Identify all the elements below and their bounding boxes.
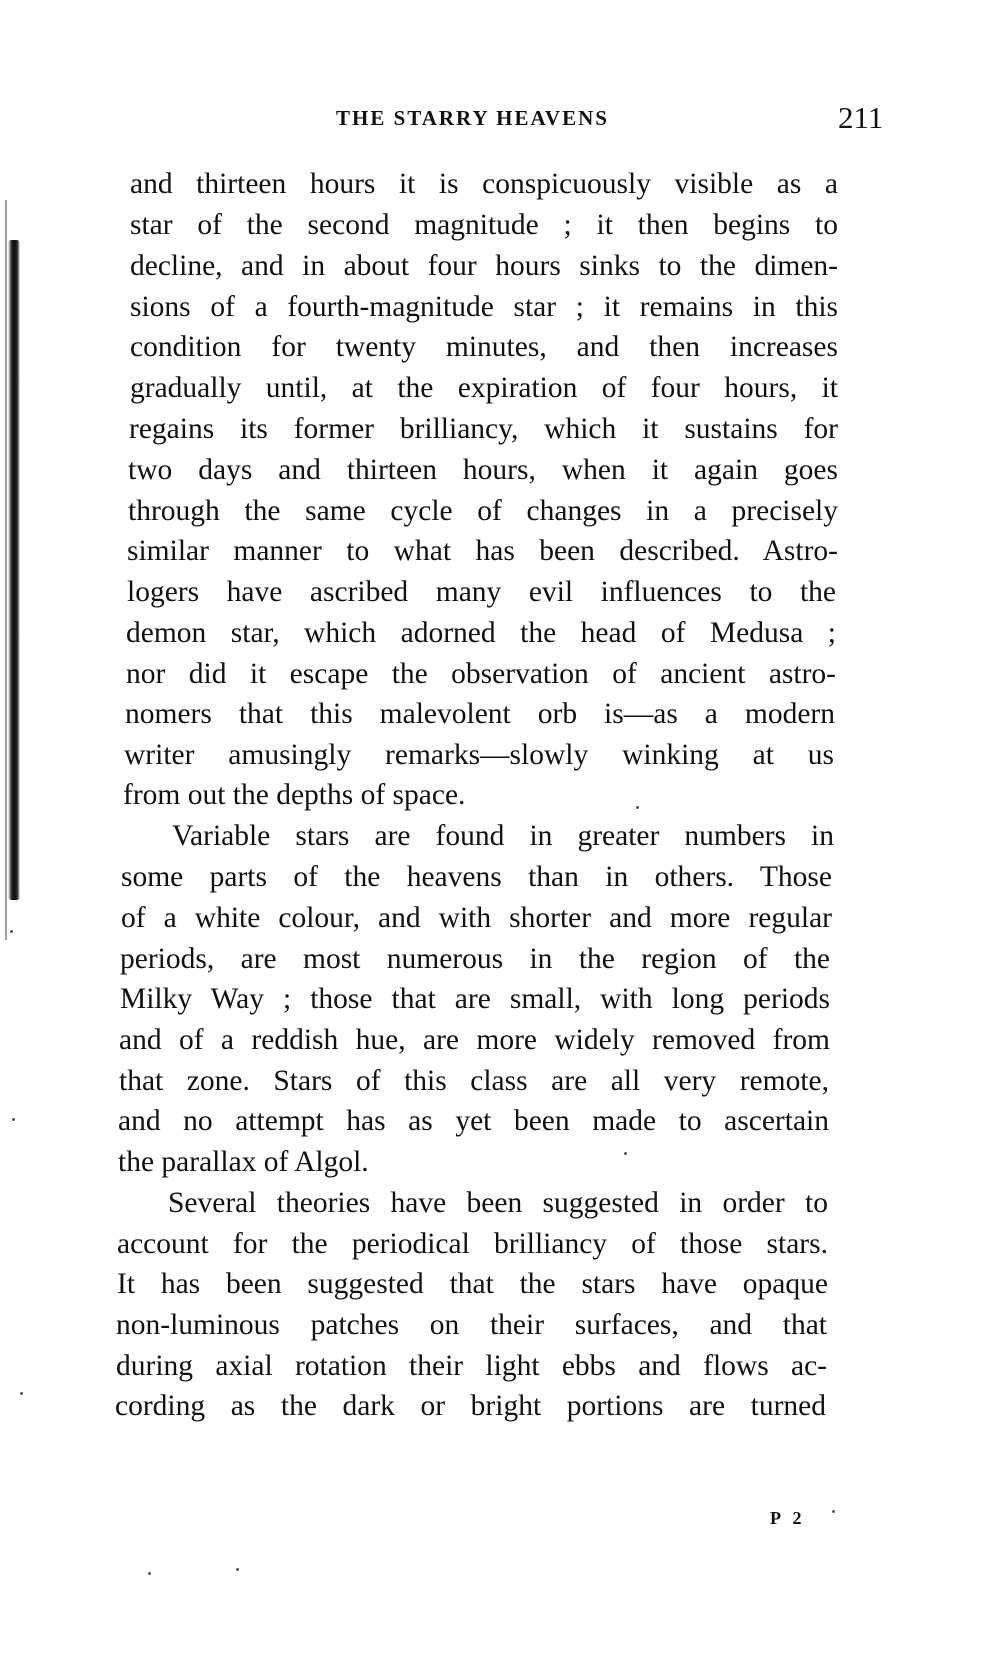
text-line: similar manner to what has been described. Astro- [127, 535, 838, 567]
text-line: Milky Way ; those that are small, with long periods [120, 983, 830, 1015]
text-line: decline, and in about four hours sinks to the dimen- [130, 250, 838, 282]
text-line: the parallax of Algol. [118, 1146, 369, 1178]
text-line: Several theories have been suggested in order to [168, 1187, 828, 1219]
text-line: gradually until, at the expiration of four hours, it [130, 372, 838, 404]
dust-speck [636, 806, 639, 809]
binding-edge [5, 200, 7, 940]
dust-speck [624, 1152, 627, 1155]
text-line: and of a reddish hue, are more widely removed from [119, 1024, 830, 1056]
dust-speck [148, 1572, 151, 1575]
text-line: writer amusingly remarks—slowly winking at us [124, 739, 834, 771]
text-line: and thirteen hours it is conspicuously visible as a [130, 168, 838, 200]
signature-mark: P 2 [770, 1508, 806, 1528]
page-number: 211 [838, 100, 884, 135]
text-line: that zone. Stars of this class are all very remote, [119, 1065, 829, 1097]
dust-speck [236, 1568, 239, 1571]
dust-speck [10, 930, 13, 933]
text-line: through the same cycle of changes in a precisely [128, 495, 838, 527]
binding-shadow [8, 240, 20, 900]
page-header [0, 100, 998, 140]
running-title: THE STARRY HEAVENS [336, 106, 609, 130]
text-line: from out the depths of space. [123, 779, 466, 811]
dust-speck [20, 1392, 23, 1395]
text-line: nor did it escape the observation of ancient astro- [126, 658, 836, 690]
text-line: sions of a fourth-magnitude star ; it remains in this [130, 291, 838, 323]
text-line: Variable stars are found in greater numbers in [172, 820, 834, 852]
text-line: demon star, which adorned the head of Medusa ; [126, 617, 836, 649]
text-line: logers have ascribed many evil influences to the [127, 576, 836, 608]
text-line: nomers that this malevolent orb is—as a modern [125, 698, 835, 730]
dust-speck [832, 1510, 835, 1513]
text-line: condition for twenty minutes, and then increases [130, 331, 838, 363]
text-line: regains its former brilliancy, which it sustains for [129, 413, 838, 445]
text-line: during axial rotation their light ebbs and flows ac- [116, 1350, 827, 1382]
text-line: star of the second magnitude ; it then begins to [130, 209, 838, 241]
text-line: and no attempt has as yet been made to ascertain [118, 1105, 829, 1137]
text-line: It has been suggested that the stars have opaque [117, 1268, 828, 1300]
text-line: cording as the dark or bright portions are turned [115, 1390, 826, 1422]
dust-speck [12, 1118, 15, 1121]
text-line: account for the periodical brilliancy of those stars. [117, 1228, 828, 1260]
text-line: of a white colour, and with shorter and more regular [121, 902, 832, 934]
text-line: some parts of the heavens than in others. Those [121, 861, 832, 893]
text-line: non-luminous patches on their surfaces, and that [116, 1309, 827, 1341]
text-line: periods, are most numerous in the region of the [120, 943, 830, 975]
text-line: two days and thirteen hours, when it again goes [128, 454, 838, 486]
